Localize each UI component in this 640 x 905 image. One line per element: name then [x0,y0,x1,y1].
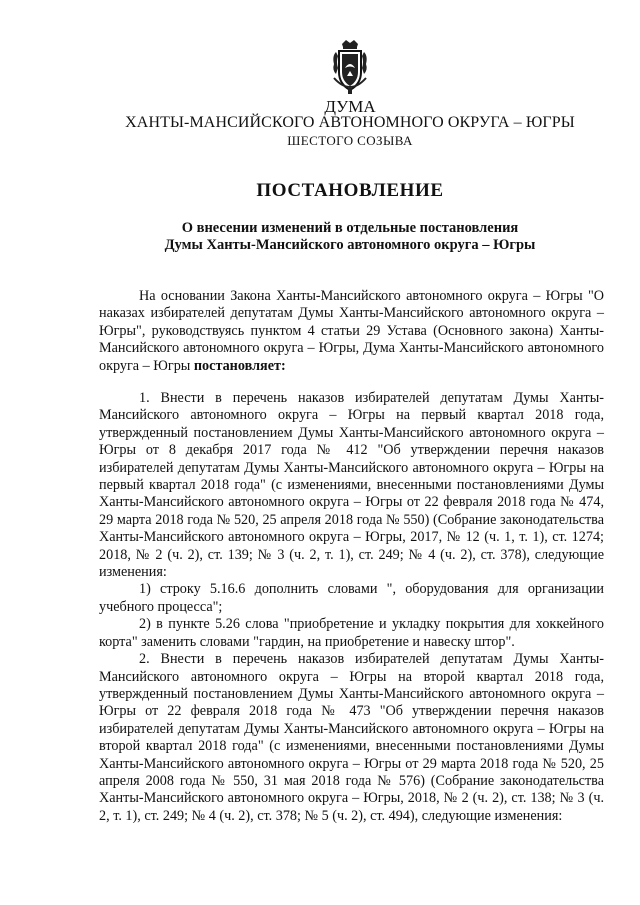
resolution-body [99,390,604,825]
paragraph-2: 2. Внести в перечень наказов избирателей депутатам Думы Ханты-Мансийского автономного округа – Югры на второй квартал 2018 года, утвержденный постановлением Думы Ханты-Мансийского автономного округа – Югры от 22 февраля 2018 года № 473 "Об утверждении перечня наказов избирателей депутатам Думы Ханты-Мансийского автономного округа – Югры на второй квартал 2018 года" (с изменениями, внесенными постановлениями Думы Ханты-Мансийского автономного округа – Югры от 29 марта 2018 года № 520, 25 апреля 2008 года № 550, 31 мая 2018 года № 576) (Собрание законодательства Ханты-Мансийского автономного округа – Югры, 2018, № 2 (ч. 2), ст. 138; № 3 (ч. 2, т. 1), ст. 249; № 4 (ч. 2), ст. 378; № 5 (ч. 2), ст. 494), следующие изменения: [99,651,604,824]
intro-text: На основании Закона Ханты-Мансийского автономного округа – Югры "О наказах избирателей депутатам Думы Ханты-Мансийского автономного округа – Югры", руководствуясь пунктом 4 статьи 29 Устава (Основного закона) Ханты-Мансийского автономного округа – Югры, Дума Ханты-Мансийского автономного округа – Югры [99,288,604,374]
duma-heading: ДУМА [324,97,376,116]
okrug-heading: ХАНТЫ-МАНСИЙСКОГО АВТОНОМНОГО ОКРУГА – ЮГРЫ [125,114,575,131]
paragraph-1: 1. Внести в перечень наказов избирателей депутатам Думы Ханты-Мансийского автономного округа – Югры на первый квартал 2018 года, утвержденный постановлением Думы Ханты-Мансийского автономного округа – Югры от 8 декабря 2017 года № 412 "Об утверждении перечня наказов избирателей депутатам Думы Ханты-Мансийского автономного округа – Югры на первый квартал 2018 года" (с изменениями, внесенными постановлениями Думы Ханты-Мансийского автономного округа – Югры от 22 февраля 2018 года № 474, 29 марта 2018 года № 520, 25 апреля 2018 года № 550) (Собрание законодательства Ханты-Мансийского автономного округа – Югры, 2017, № 12 (ч. 1, т. 1), ст. 1274; 2018, № 2 (ч. 2), ст. 139; № 3 (ч. 2, т. 1), ст. 249; № 4 (ч. 2), ст. 378), следующие изменения: [99,390,604,581]
document-subtitle [30,220,640,254]
document-title: ПОСТАНОВЛЕНИЕ [256,180,444,201]
intro-paragraph [99,288,604,375]
coat-of-arms-emblem [328,38,372,96]
convocation-heading: ШЕСТОГО СОЗЫВА [287,133,413,148]
intro-resolves: постановляет: [193,357,286,374]
paragraph-1-item-2: 2) в пункте 5.26 слова "приобретение и укладку покрытия для хоккейного корта" заменить словами "гардин, на приобретение и навеску штор". [99,616,604,650]
paragraph-1-item-1: 1) строку 5.16.6 дополнить словами ", оборудования для организации учебного процесса"; [99,581,604,615]
subtitle-line-2: Думы Ханты-Мансийского автономного округа – Югры [164,237,536,253]
subtitle-line-1: О внесении изменений в отдельные постановления [181,220,519,236]
